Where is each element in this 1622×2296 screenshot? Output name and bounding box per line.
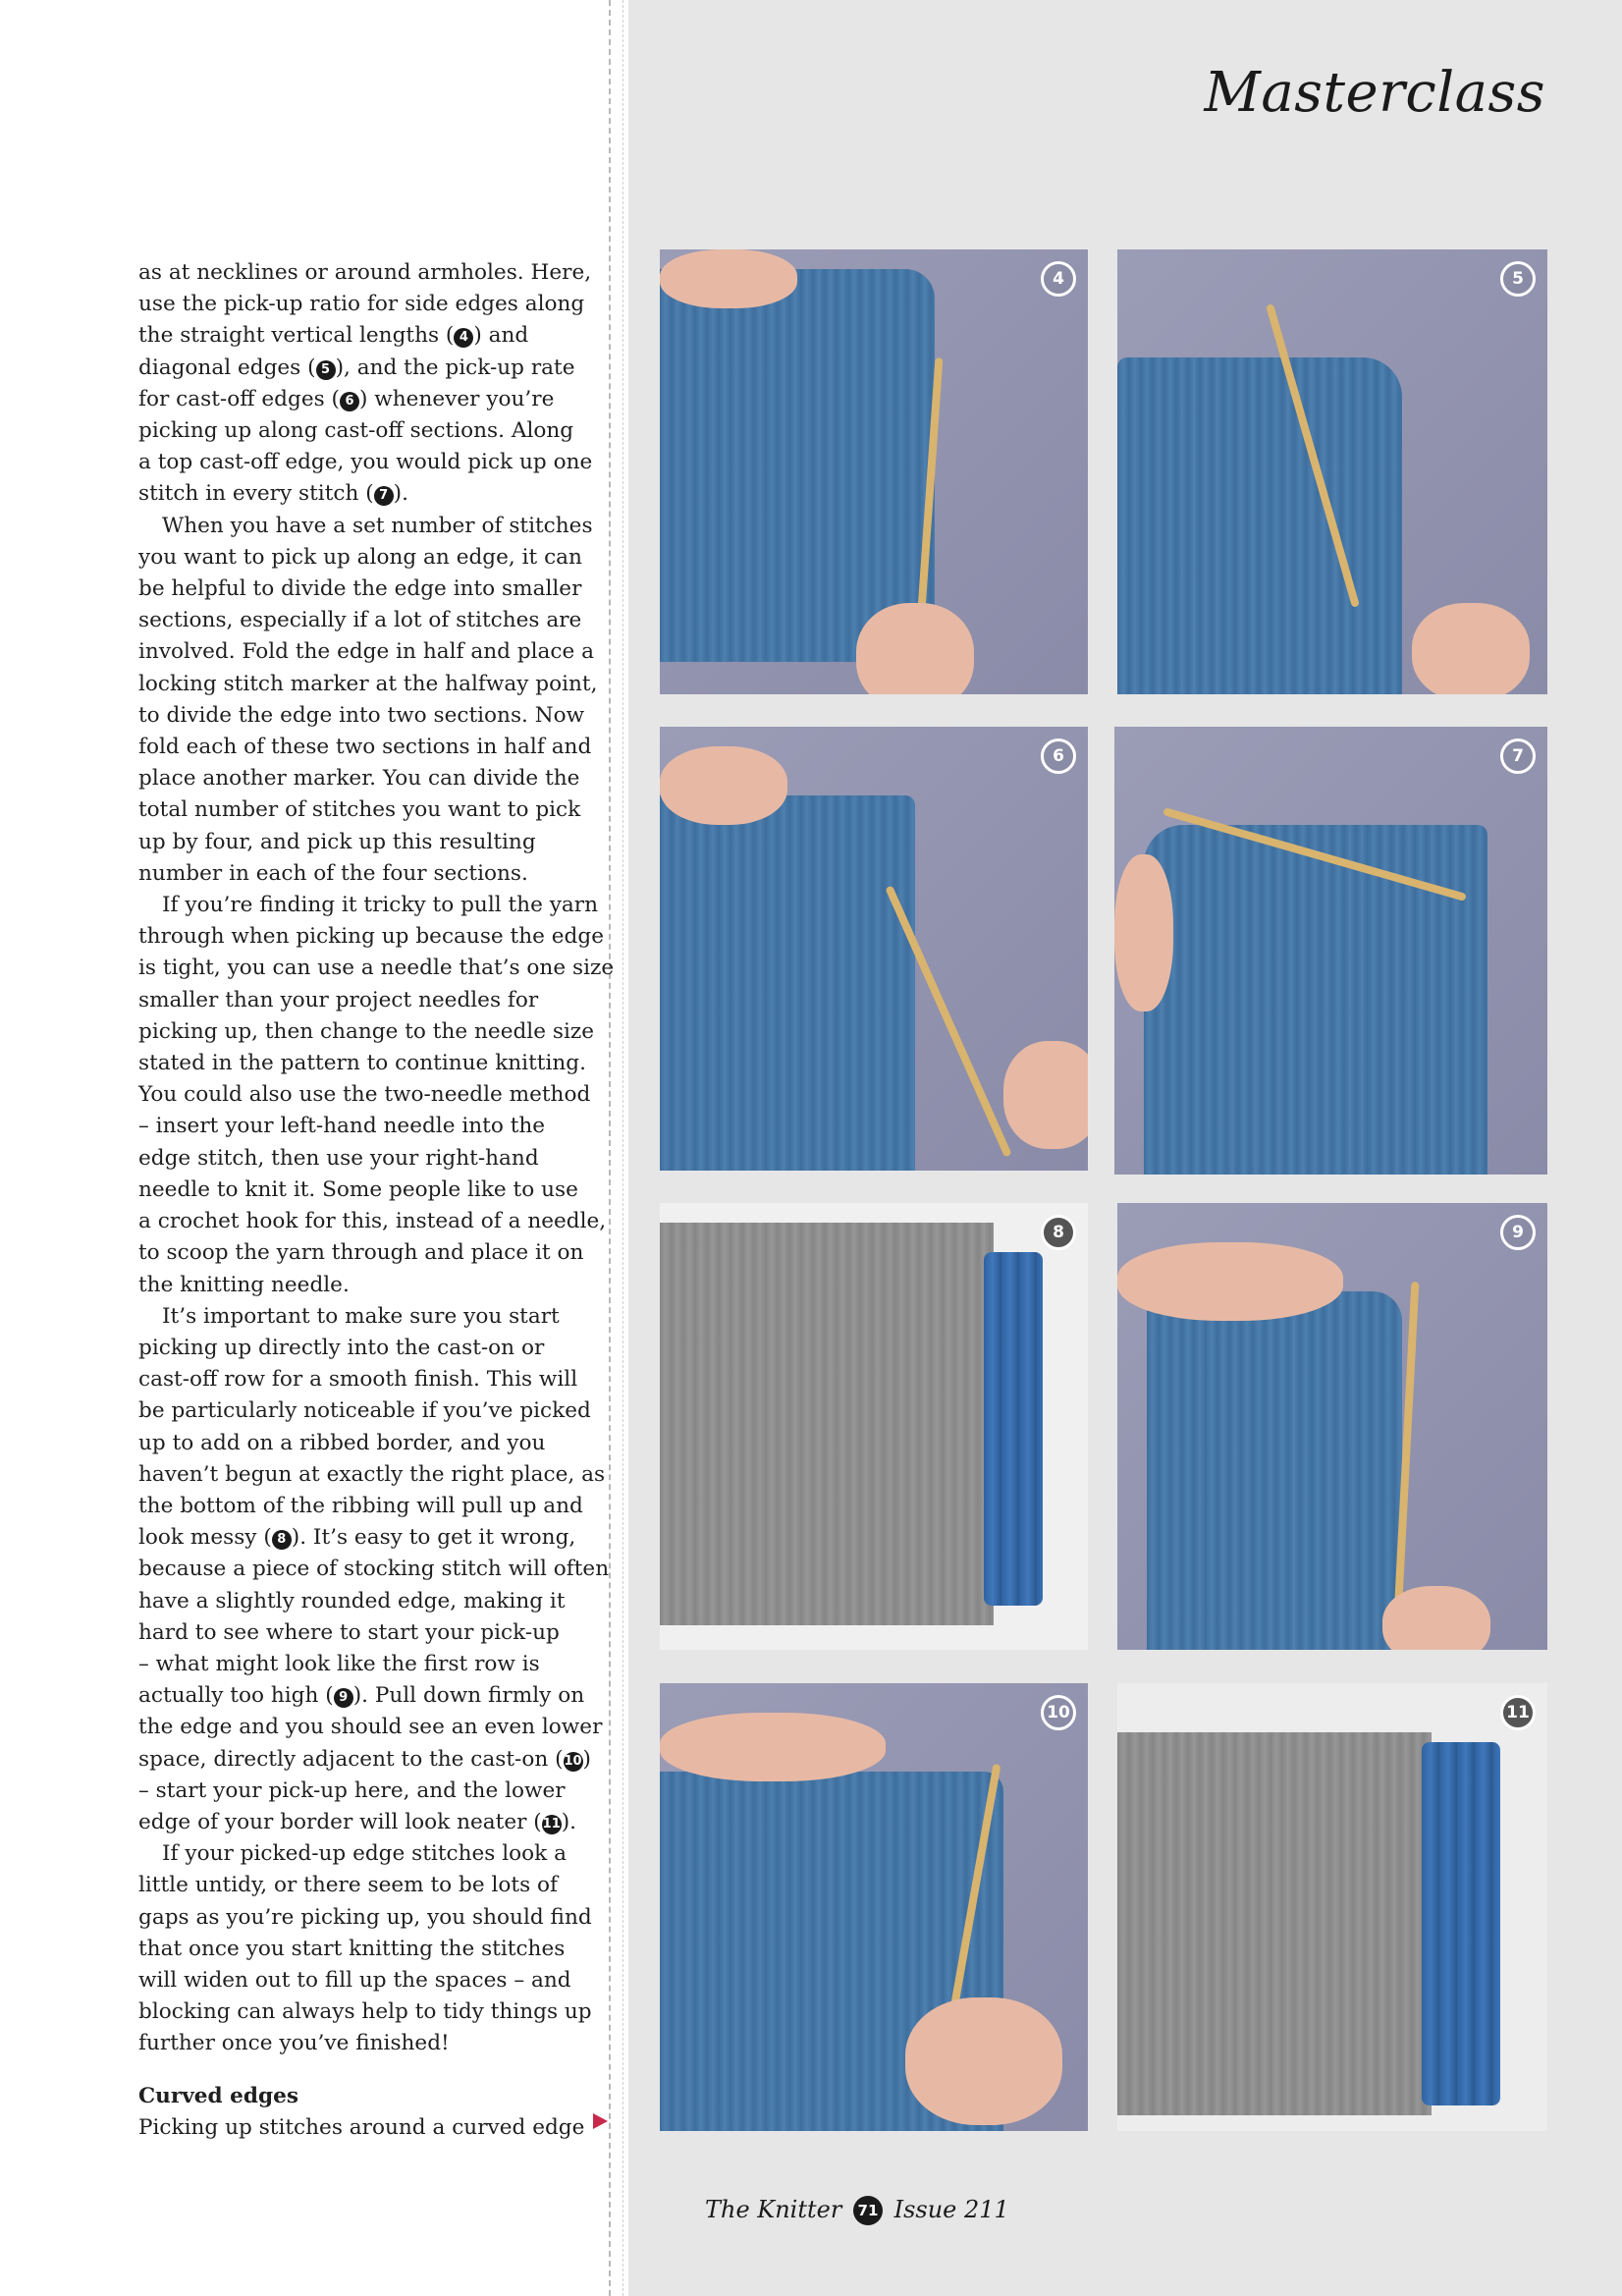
- body-line: through when picking up because the edge: [138, 924, 604, 950]
- body-line: smaller than your project needles for: [138, 987, 539, 1012]
- body-line: use the pick-up ratio for side edges along: [138, 292, 585, 317]
- gutter-divider: [609, 0, 611, 2296]
- article-body: [138, 257, 615, 2144]
- body-line: the bottom of the ribbing will pull up and: [138, 1493, 583, 1518]
- body-line: locking stitch marker at the halfway point,: [138, 671, 598, 696]
- step-number-badge: 7: [1500, 738, 1536, 774]
- body-line: – insert your left-hand needle into the: [138, 1114, 546, 1139]
- body-line: look messy ( 8 ). It’s easy to get it wrong,: [138, 1525, 576, 1551]
- step-photo-6: [660, 727, 1088, 1171]
- body-line: the knitting needle.: [138, 1272, 350, 1297]
- body-line: number in each of the four sections.: [138, 860, 528, 886]
- body-line: You could also use the two-needle method: [138, 1082, 591, 1108]
- body-line: to divide the edge into two sections. Now: [138, 702, 585, 728]
- body-line: sections, especially if a lot of stitches are: [138, 608, 582, 633]
- step-number-badge: 4: [1041, 261, 1076, 297]
- body-line: gaps as you’re picking up, you should find: [138, 1904, 592, 1930]
- step-reference-badge: 6: [340, 392, 359, 411]
- body-line: edge of your border will look neater (11).: [138, 1809, 576, 1834]
- step-reference-badge: 4: [454, 328, 473, 348]
- body-line: involved. Fold the edge in half and place a: [138, 639, 595, 665]
- step-photo-9: [1117, 1203, 1547, 1650]
- issue-number: Issue 211: [893, 2196, 1009, 2223]
- body-line: place another marker. You can divide the: [138, 766, 580, 792]
- body-line: It’s important to make sure you start: [162, 1303, 560, 1329]
- step-reference-badge: 9: [334, 1688, 353, 1708]
- body-line: When you have a set number of stitches: [162, 513, 593, 538]
- body-line: blocking can always help to tidy things up: [138, 1999, 592, 2025]
- body-line: be particularly noticeable if you’ve picked: [138, 1398, 591, 1424]
- step-photo-10: [660, 1683, 1088, 2131]
- body-line: haven’t begun at exactly the right place, as: [138, 1461, 606, 1487]
- step-photo-5: [1117, 249, 1547, 694]
- step-photo-7: [1114, 727, 1547, 1175]
- step-number-badge: 8: [1041, 1215, 1076, 1250]
- hand: [1117, 1242, 1343, 1321]
- blue-swatch: [1147, 1291, 1402, 1650]
- body-line: picking up directly into the cast-on or: [138, 1335, 545, 1360]
- hand: [660, 1713, 886, 1781]
- body-line: stated in the pattern to continue knitting.: [138, 1051, 586, 1076]
- page-footer: [705, 2196, 1009, 2225]
- body-line: a crochet hook for this, instead of a needle,: [138, 1209, 607, 1234]
- subsection-text: Picking up stitches around a curved edge: [138, 2114, 585, 2140]
- body-line: as at necklines or around armholes. Here,: [138, 260, 592, 285]
- blue-swatch: [660, 269, 935, 662]
- body-line: actually too high ( 9 ). Pull down firmly on: [138, 1683, 585, 1709]
- hand: [1382, 1586, 1490, 1650]
- body-line: the edge and you should see an even lower: [138, 1715, 603, 1740]
- blue-swatch: [1117, 357, 1402, 694]
- body-line: picking up along cast-off sections. Along: [138, 418, 574, 444]
- subsection-heading: Curved edges: [138, 2083, 298, 2108]
- body-line: picking up, then change to the needle size: [138, 1018, 595, 1044]
- body-line: total number of stitches you want to pick: [138, 797, 581, 823]
- body-line: fold each of these two sections in half and: [138, 735, 592, 760]
- ribbed-border: [1422, 1742, 1500, 2105]
- step-number-badge: 11: [1500, 1695, 1536, 1730]
- hand: [660, 249, 797, 308]
- body-line: hard to see where to start your pick-up: [138, 1619, 560, 1645]
- hand: [1003, 1041, 1088, 1149]
- body-line: that once you start knitting the stitches: [138, 1936, 566, 1961]
- step-number-badge: 10: [1041, 1695, 1076, 1730]
- body-line: – what might look like the first row is: [138, 1651, 540, 1676]
- body-line: cast-off row for a smooth finish. This will: [138, 1367, 578, 1393]
- body-line: up to add on a ribbed border, and you: [138, 1430, 546, 1455]
- step-photo-4: [660, 249, 1088, 694]
- body-line: edge stitch, then use your right-hand: [138, 1145, 539, 1171]
- body-line: to scoop the yarn through and place it on: [138, 1240, 584, 1266]
- step-reference-badge: 11: [542, 1815, 562, 1834]
- body-line: – start your pick-up here, and the lower: [138, 1777, 566, 1803]
- body-line: a top cast-off edge, you would pick up one: [138, 450, 593, 475]
- body-line: because a piece of stocking stitch will often: [138, 1557, 610, 1582]
- hand: [856, 603, 974, 694]
- body-line: will widen out to fill up the spaces – and: [138, 1967, 571, 1993]
- body-line: little untidy, or there seem to be lots of: [138, 1873, 559, 1898]
- body-line: is tight, you can use a needle that’s one size: [138, 956, 615, 981]
- hand: [1412, 603, 1530, 694]
- body-line: be helpful to divide the edge into smaller: [138, 576, 582, 602]
- hand: [1114, 854, 1173, 1011]
- page-number: 71: [853, 2196, 883, 2225]
- step-number-badge: 6: [1041, 738, 1076, 774]
- section-title: Masterclass: [1204, 61, 1545, 125]
- magazine-name: The Knitter: [705, 2196, 842, 2223]
- body-line: you want to pick up along an edge, it can: [138, 544, 582, 570]
- blue-swatch: [660, 795, 915, 1171]
- blue-swatch: [1144, 825, 1487, 1175]
- body-line: up by four, and pick up this resulting: [138, 829, 536, 854]
- step-reference-badge: 7: [374, 486, 394, 506]
- body-line: If you’re finding it tricky to pull the yarn: [162, 893, 599, 918]
- body-line: have a slightly rounded edge, making it: [138, 1588, 566, 1613]
- hand: [905, 1997, 1062, 2125]
- ribbed-border: [984, 1252, 1043, 1606]
- step-number-badge: 5: [1500, 261, 1536, 297]
- body-line: diagonal edges ( 5 ), and the pick-up rate: [138, 355, 575, 380]
- hand: [660, 746, 787, 825]
- body-line: If your picked-up edge stitches look a: [162, 1841, 567, 1867]
- step-number-badge: 9: [1500, 1215, 1536, 1250]
- body-line: stitch in every stitch ( 7 ).: [138, 481, 408, 507]
- body-line: the straight vertical lengths ( 4 ) and: [138, 323, 529, 349]
- step-reference-badge: 10: [564, 1752, 583, 1772]
- body-line: for cast-off edges ( 6 ) whenever you’re: [138, 386, 555, 411]
- body-line: space, directly adjacent to the cast-on (10): [138, 1746, 591, 1772]
- continue-arrow-icon: [593, 2113, 608, 2129]
- body-line: further once you’ve finished!: [138, 2031, 450, 2056]
- grey-swatch: [1117, 1732, 1432, 2115]
- grey-swatch: [660, 1223, 994, 1625]
- body-line: needle to knit it. Some people like to use: [138, 1176, 578, 1202]
- step-photo-11: [1117, 1683, 1547, 2131]
- step-reference-badge: 5: [316, 360, 336, 380]
- step-reference-badge: 8: [272, 1530, 292, 1550]
- gutter-divider-secondary: [622, 0, 623, 2296]
- step-photo-8: [660, 1203, 1088, 1650]
